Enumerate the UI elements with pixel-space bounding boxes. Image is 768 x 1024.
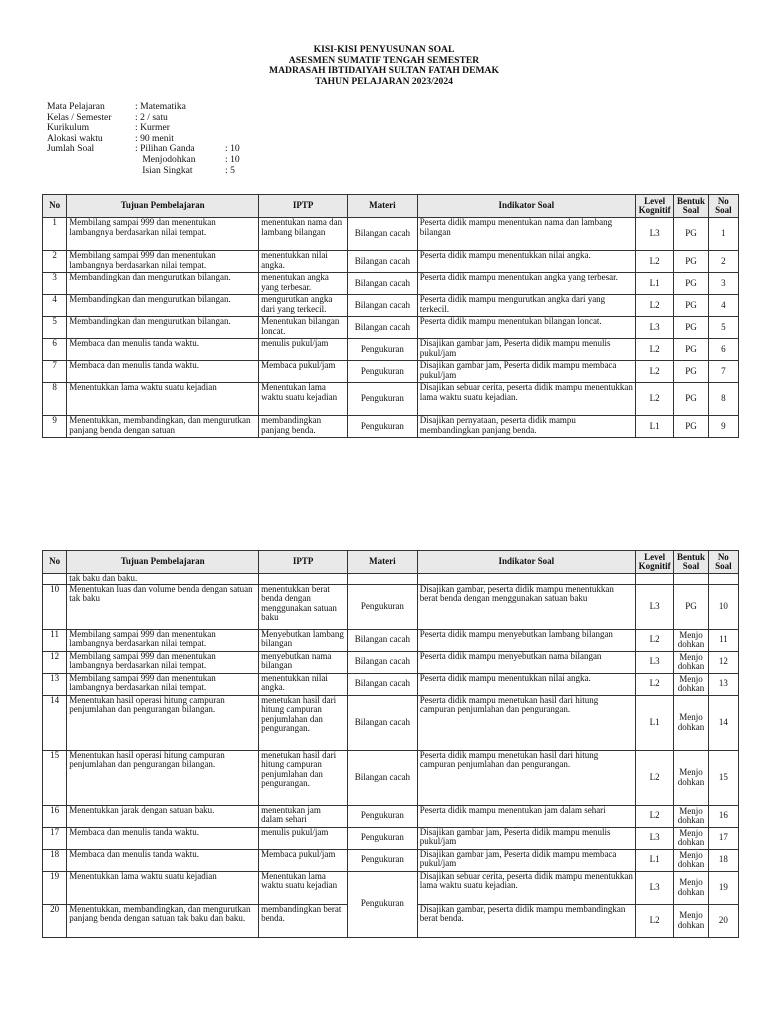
header-school: MADRASAH IBTIDAIYAH SULTAN FATAH DEMAK: [269, 65, 499, 76]
cell-level: L2: [635, 339, 673, 361]
cell-tujuan: Membandingkan dan mengurutkan bilangan.: [67, 273, 259, 295]
meta-label: Jumlah Soal: [47, 143, 95, 155]
cell-nosoal: 10: [708, 584, 738, 629]
continuation-text: tak baku dan baku.: [67, 574, 259, 585]
col-materi: Materi: [348, 195, 418, 218]
cell-indikator: Peserta didik mampu menetukan hasil dari hitung campuran penjumlahan dan pengurangan.: [417, 695, 635, 750]
meta-label: [47, 166, 135, 177]
cell-level: L2: [635, 629, 673, 651]
col-iptp: IPTP: [259, 195, 348, 218]
header-assessment: ASESMEN SUMATIF TENGAH SEMESTER: [288, 54, 480, 66]
cell-tujuan: Membilang sampai 999 dan menentukan lambangnya berdasarkan nilai tempat.: [67, 251, 259, 273]
cell-tujuan: Membilang sampai 999 dan menentukan lambangnya berdasarkan nilai tempat.: [67, 218, 259, 251]
cell-level: L2: [635, 805, 673, 827]
cell-iptp: membandingkan berat benda.: [259, 904, 348, 937]
table-row: [43, 849, 739, 871]
cell-no: 14: [43, 695, 67, 750]
cell-nosoal: 13: [708, 673, 738, 695]
cell-materi: Bilangan cacah: [348, 695, 418, 750]
cell-nosoal: 5: [708, 317, 738, 339]
cell-no: 16: [43, 805, 67, 827]
col-bentuk: Bentuk Soal: [674, 195, 708, 218]
cell-iptp: menentukan nama dan lambang bilangan: [259, 218, 348, 251]
cell-no: 12: [43, 651, 67, 673]
cell-level: L3: [635, 827, 673, 849]
table-row: [43, 871, 739, 904]
cell-indikator: Peserta didik mampu menyebutkan nama bilangan: [417, 651, 635, 673]
cell-level: L2: [635, 295, 673, 317]
cell-materi: Pengukuran: [348, 827, 418, 849]
cell-indikator: Peserta didik mampu menentukan nama dan lambang bilangan: [417, 218, 635, 251]
cell-iptp: Menentukan bilangan loncat.: [259, 317, 348, 339]
table-row: [43, 827, 739, 849]
cell-iptp: Menyebutkan lambang bilangan: [259, 629, 348, 651]
cell-nosoal: 17: [708, 827, 738, 849]
cell-iptp: mengurutkan angka dari yang terkecil.: [259, 295, 348, 317]
cell-nosoal: 4: [708, 295, 738, 317]
cell-nosoal: 8: [708, 383, 738, 416]
cell-tujuan: Menentukkan lama waktu suatu kejadian: [67, 383, 259, 416]
cell-nosoal: 18: [708, 849, 738, 871]
meta-value: : Kurmer: [135, 122, 170, 134]
cell-tujuan: Membaca dan menulis tanda waktu.: [67, 827, 259, 849]
meta-value: Isian Singkat: [135, 164, 193, 176]
meta-value: : 2 / satu: [135, 111, 168, 123]
cell-bentuk: PG: [674, 339, 708, 361]
col-bentuk: Bentuk Soal: [674, 551, 708, 574]
cell-indikator: Peserta didik mampu menentukan jam dalam sehari: [417, 805, 635, 827]
cell-bentuk: Menjo dohkan: [674, 695, 708, 750]
cell-nosoal: 1: [708, 218, 738, 251]
cell-bentuk: PG: [674, 317, 708, 339]
col-nosoal: No Soal: [708, 551, 738, 574]
cell-materi: Pengukuran: [348, 849, 418, 871]
cell-bentuk: PG: [674, 218, 708, 251]
table-row: [43, 361, 739, 383]
cell-tujuan: Menentukkan lama waktu suatu kejadian: [67, 871, 259, 904]
cell-indikator: Disajikan gambar, peserta didik mampu membandingkan berat benda.: [417, 904, 635, 937]
col-nosoal: No Soal: [708, 195, 738, 218]
cell-tujuan: Menentukan luas dan volume benda dengan satuan tak baku: [67, 584, 259, 629]
cell-iptp: menetukan hasil dari hitung campuran penjumlahan dan pengurangan.: [259, 750, 348, 805]
cell-materi: Pengukuran: [348, 584, 418, 629]
cell-indikator: Peserta didik mampu menetukan hasil dari hitung campuran penjumlahan dan pengurangan.: [417, 750, 635, 805]
col-no: No: [43, 551, 67, 574]
cell-no: 9: [43, 416, 67, 438]
cell-tujuan: Membilang sampai 999 dan menentukan lambangnya berdasarkan nilai tempat.: [67, 651, 259, 673]
meta-row: [47, 166, 240, 177]
cell-no: 2: [43, 251, 67, 273]
meta-row: [47, 155, 240, 166]
cell-iptp: menentukan jam dalam sehari: [259, 805, 348, 827]
cell-indikator: Peserta didik mampu mengurutkan angka dari yang terkecil.: [417, 295, 635, 317]
cell-indikator: Disajikan sebuar cerita, peserta didik mampu menentukkan lama waktu suatu kejadian.: [417, 383, 635, 416]
meta-value: : 90 menit: [135, 132, 174, 144]
cell-iptp: menentukkan berat benda dengan menggunakan satuan baku: [259, 584, 348, 629]
cell-iptp: menentukkan nilai angka.: [259, 673, 348, 695]
cell-materi: Pengukuran: [348, 361, 418, 383]
cell-iptp: Menentukan lama waktu suatu kejadian: [259, 871, 348, 904]
cell-materi: Bilangan cacah: [348, 251, 418, 273]
cell-indikator: Disajikan sebuar cerita, peserta didik mampu menentukkan lama waktu suatu kejadian.: [417, 871, 635, 904]
cell-level: L3: [635, 651, 673, 673]
table-header-row: [43, 551, 739, 574]
cell-no: 13: [43, 673, 67, 695]
cell-nosoal: 16: [708, 805, 738, 827]
meta-label: Alokasi waktu: [47, 132, 103, 144]
cell-tujuan: Menentukkan jarak dengan satuan baku.: [67, 805, 259, 827]
table-row: [43, 383, 739, 416]
cell-tujuan: Membilang sampai 999 dan menentukan lambangnya berdasarkan nilai tempat.: [67, 629, 259, 651]
cell-tujuan: Menentukkan, membandingkan, dan mengurutkan panjang benda dengan satuan: [67, 416, 259, 438]
cell-materi: Pengukuran: [348, 871, 418, 937]
table-header-row: [43, 195, 739, 218]
cell-indikator: Disajikan gambar jam, Peserta didik mampu membaca pukul/jam: [417, 361, 635, 383]
cell-nosoal: 15: [708, 750, 738, 805]
table-row: [43, 218, 739, 251]
cell-no: 15: [43, 750, 67, 805]
cell-tujuan: Membandingkan dan mengurutkan bilangan.: [67, 317, 259, 339]
col-iptp: IPTP: [259, 551, 348, 574]
col-indikator: Indikator Soal: [417, 195, 635, 218]
cell-bentuk: PG: [674, 416, 708, 438]
cell-iptp: Membaca pukul/jam: [259, 361, 348, 383]
cell-iptp: menulis pukul/jam: [259, 339, 348, 361]
col-level: Level Kognitif: [635, 551, 673, 574]
cell-iptp: menulis pukul/jam: [259, 827, 348, 849]
col-tujuan: Tujuan Pembelajaran: [67, 195, 259, 218]
table-row: [43, 273, 739, 295]
cell-tujuan: Membilang sampai 999 dan menentukan lambangnya berdasarkan nilai tempat.: [67, 673, 259, 695]
cell-iptp: menyebutkan nama bilangan: [259, 651, 348, 673]
cell-materi: Bilangan cacah: [348, 218, 418, 251]
cell-level: L3: [635, 584, 673, 629]
cell-iptp: membandingkan panjang benda.: [259, 416, 348, 438]
table-row: [43, 750, 739, 805]
cell-iptp: Membaca pukul/jam: [259, 849, 348, 871]
document-header: [0, 45, 768, 87]
cell-materi: Bilangan cacah: [348, 750, 418, 805]
cell-bentuk: Menjo dohkan: [674, 871, 708, 904]
cell-bentuk: PG: [674, 295, 708, 317]
cell-bentuk: Menjo dohkan: [674, 629, 708, 651]
table-row: [43, 695, 739, 750]
meta-count: : 5: [225, 164, 235, 176]
table-row: [43, 651, 739, 673]
col-level: Level Kognitif: [635, 195, 673, 218]
table-row: [43, 295, 739, 317]
cell-indikator: Peserta didik mampu menyebutkan lambang bilangan: [417, 629, 635, 651]
cell-indikator: Disajikan gambar, peserta didik mampu menentukkan berat benda dengan menggunakan satuan baku: [417, 584, 635, 629]
cell-no: 1: [43, 218, 67, 251]
cell-tujuan: Menentukkan, membandingkan, dan mengurutkan panjang benda dengan satuan tak baku dan baku.: [67, 904, 259, 937]
meta-count: : 10: [225, 143, 240, 155]
meta-value: Menjodohkan: [135, 153, 196, 165]
table-row: [43, 805, 739, 827]
cell-no: 10: [43, 584, 67, 629]
cell-level: L1: [635, 416, 673, 438]
cell-no: 18: [43, 849, 67, 871]
cell-bentuk: PG: [674, 383, 708, 416]
cell-bentuk: Menjo dohkan: [674, 904, 708, 937]
cell-materi: Pengukuran: [348, 805, 418, 827]
cell-no: 4: [43, 295, 67, 317]
cell-no: 3: [43, 273, 67, 295]
cell-nosoal: 19: [708, 871, 738, 904]
cell-level: L1: [635, 273, 673, 295]
cell-level: L2: [635, 383, 673, 416]
cell-nosoal: 20: [708, 904, 738, 937]
cell-bentuk: Menjo dohkan: [674, 805, 708, 827]
cell-nosoal: 14: [708, 695, 738, 750]
cell-materi: Bilangan cacah: [348, 673, 418, 695]
col-tujuan: Tujuan Pembelajaran: [67, 551, 259, 574]
cell-no: 11: [43, 629, 67, 651]
cell-bentuk: PG: [674, 251, 708, 273]
cell-tujuan: Menentukan hasil operasi hitung campuran penjumlahan dan pengurangan bilangan.: [67, 695, 259, 750]
table-row: [43, 339, 739, 361]
cell-bentuk: Menjo dohkan: [674, 750, 708, 805]
cell-level: L2: [635, 904, 673, 937]
table-row: [43, 673, 739, 695]
table-row: [43, 584, 739, 629]
header-title: KISI-KISI PENYUSUNAN SOAL: [313, 44, 455, 55]
document-meta: [47, 102, 240, 176]
cell-indikator: Disajikan gambar jam, Peserta didik mampu membaca pukul/jam: [417, 849, 635, 871]
cell-level: L2: [635, 251, 673, 273]
cell-nosoal: 11: [708, 629, 738, 651]
table-row: [43, 251, 739, 273]
cell-level: L3: [635, 871, 673, 904]
cell-bentuk: Menjo dohkan: [674, 849, 708, 871]
cell-materi: Bilangan cacah: [348, 317, 418, 339]
continuation-row: [43, 574, 739, 585]
cell-materi: Pengukuran: [348, 339, 418, 361]
cell-iptp: menetukan hasil dari hitung campuran penjumlahan dan pengurangan.: [259, 695, 348, 750]
cell-bentuk: PG: [674, 361, 708, 383]
col-no: No: [43, 195, 67, 218]
table-row: [43, 416, 739, 438]
cell-nosoal: 9: [708, 416, 738, 438]
cell-level: L2: [635, 750, 673, 805]
cell-tujuan: Menentukan hasil operasi hitung campuran penjumlahan dan pengurangan bilangan.: [67, 750, 259, 805]
cell-indikator: Peserta didik mampu menentukkan nilai angka.: [417, 251, 635, 273]
cell-bentuk: PG: [674, 273, 708, 295]
meta-value: : Matematika: [135, 101, 186, 112]
meta-count: : 10: [225, 153, 240, 165]
cell-tujuan: Membaca dan menulis tanda waktu.: [67, 339, 259, 361]
cell-nosoal: 7: [708, 361, 738, 383]
meta-row: [47, 102, 240, 113]
cell-bentuk: Menjo dohkan: [674, 827, 708, 849]
cell-level: L3: [635, 218, 673, 251]
cell-level: L3: [635, 317, 673, 339]
header-year: TAHUN PELAJARAN 2023/2024: [315, 75, 453, 87]
meta-label: Kelas / Semester: [47, 111, 112, 123]
cell-indikator: Peserta didik mampu menentukkan nilai angka.: [417, 673, 635, 695]
cell-level: L1: [635, 695, 673, 750]
cell-indikator: Disajikan pernyataan, peserta didik mampu membandingkan panjang benda.: [417, 416, 635, 438]
cell-no: 5: [43, 317, 67, 339]
cell-no: 6: [43, 339, 67, 361]
cell-tujuan: Membandingkan dan mengurutkan bilangan.: [67, 295, 259, 317]
cell-materi: Pengukuran: [348, 383, 418, 416]
cell-iptp: menentukkan nilai angka.: [259, 251, 348, 273]
cell-iptp: menentukan angka yang terbesar.: [259, 273, 348, 295]
cell-indikator: Disajikan gambar jam, Peserta didik mampu menulis pukul/jam: [417, 827, 635, 849]
cell-indikator: Peserta didik mampu menentukan angka yang terbesar.: [417, 273, 635, 295]
cell-level: L1: [635, 849, 673, 871]
cell-indikator: Disajikan gambar jam, Peserta didik mampu menulis pukul/jam: [417, 339, 635, 361]
meta-label: [47, 155, 135, 166]
cell-level: L2: [635, 673, 673, 695]
cell-tujuan: Membaca dan menulis tanda waktu.: [67, 849, 259, 871]
col-materi: Materi: [348, 551, 418, 574]
cell-nosoal: 12: [708, 651, 738, 673]
table-row: [43, 629, 739, 651]
blueprint-table-2: [42, 550, 739, 938]
cell-materi: Bilangan cacah: [348, 651, 418, 673]
cell-materi: Pengukuran: [348, 416, 418, 438]
cell-nosoal: 3: [708, 273, 738, 295]
cell-bentuk: Menjo dohkan: [674, 673, 708, 695]
table-row: [43, 317, 739, 339]
cell-materi: Bilangan cacah: [348, 629, 418, 651]
cell-bentuk: Menjo dohkan: [674, 651, 708, 673]
cell-indikator: Peserta didik mampu menentukan bilangan loncat.: [417, 317, 635, 339]
cell-no: 20: [43, 904, 67, 937]
meta-label: Mata Pelajaran: [47, 101, 105, 112]
cell-no: 7: [43, 361, 67, 383]
cell-tujuan: Membaca dan menulis tanda waktu.: [67, 361, 259, 383]
cell-materi: Bilangan cacah: [348, 295, 418, 317]
blueprint-table-1: [42, 194, 739, 438]
cell-bentuk: PG: [674, 584, 708, 629]
cell-nosoal: 2: [708, 251, 738, 273]
cell-no: 8: [43, 383, 67, 416]
cell-no: 19: [43, 871, 67, 904]
meta-label: Kurikulum: [47, 122, 90, 134]
cell-iptp: Menentukan lama waktu suatu kejadian: [259, 383, 348, 416]
cell-no: 17: [43, 827, 67, 849]
cell-materi: Bilangan cacah: [348, 273, 418, 295]
cell-level: L2: [635, 361, 673, 383]
col-indikator: Indikator Soal: [417, 551, 635, 574]
cell-nosoal: 6: [708, 339, 738, 361]
meta-value: : Pilihan Ganda: [135, 143, 195, 155]
